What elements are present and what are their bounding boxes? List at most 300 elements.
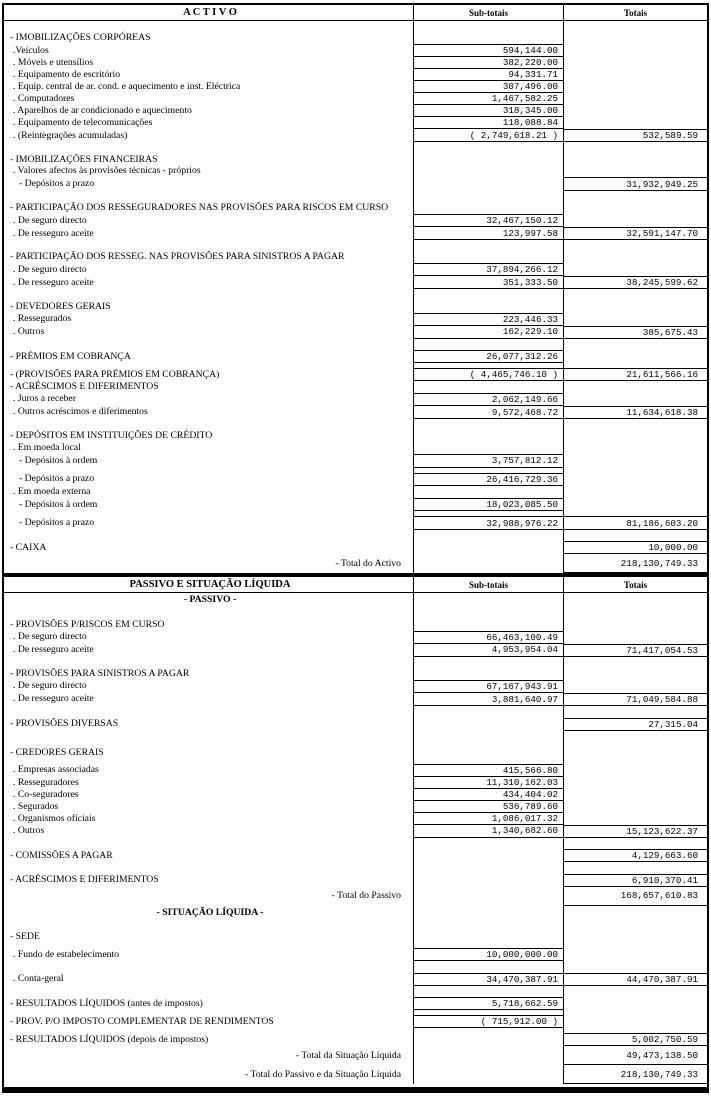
subtotal-value: 3,881,640.97 (491, 693, 558, 705)
subtotal-value: 223,446.33 (502, 313, 558, 325)
subtotal-value: 307,496.00 (502, 81, 558, 93)
table-row (4, 252, 707, 264)
row-label (4, 368, 413, 381)
row-label (4, 289, 413, 301)
row-label-text: - IMOBILIZAÇÕES CORPÓREAS (10, 32, 151, 44)
row-label (4, 191, 413, 203)
subtotal-cell (413, 920, 563, 932)
subtotal-cell (413, 21, 563, 33)
row-label (4, 473, 413, 487)
row-label-text: - Total do Passivo (331, 890, 401, 902)
row-label (4, 530, 413, 542)
total-cell (563, 263, 707, 276)
row-label-text: - Total do Passivo e da Situação Líquida (245, 1068, 401, 1080)
total-cell (563, 154, 707, 166)
table-row (4, 154, 707, 166)
total-cell (563, 906, 707, 920)
total-cell (563, 541, 707, 554)
subtotal-cell (413, 105, 563, 117)
total-cell (563, 1015, 707, 1028)
total-cell (563, 789, 707, 801)
table-row (4, 973, 707, 986)
spacer-row (4, 142, 707, 154)
row-label-text: - CREDORES GERAIS (10, 746, 104, 758)
total-cell (563, 530, 707, 542)
table-row (4, 813, 707, 825)
total-cell (563, 129, 707, 142)
total-cell (563, 142, 707, 154)
total-cell (563, 718, 707, 731)
subtotal-cell (413, 530, 563, 542)
spacer-row (4, 240, 707, 252)
row-label (4, 593, 413, 607)
row-label-text: . De seguro directo (13, 680, 87, 692)
total-cell (563, 825, 707, 838)
row-label-text: . De resseguro aceite (13, 227, 94, 239)
table-row (4, 906, 707, 920)
subtotal-cell (413, 368, 563, 381)
total-value: 21,611,566.16 (626, 369, 698, 381)
row-label (4, 516, 413, 530)
subtotal-cell (413, 849, 563, 862)
total-cell (563, 693, 707, 706)
row-label (4, 406, 413, 419)
row-label-text: . Em moeda externa (13, 485, 91, 497)
row-label (4, 657, 413, 669)
subtotal-cell (413, 473, 563, 487)
subtotal-cell (413, 69, 563, 81)
subtotal-cell (413, 263, 563, 276)
subtotal-cell (413, 129, 563, 142)
subtotal-value: 34,470,387.91 (486, 973, 558, 985)
table-row (4, 874, 707, 887)
row-label (4, 129, 413, 142)
row-label (4, 1015, 413, 1028)
row-label-text: . De resseguro aceite (13, 644, 94, 656)
subtotal-cell (413, 657, 563, 669)
spacer-row (4, 289, 707, 301)
total-cell (563, 350, 707, 363)
row-label (4, 276, 413, 289)
row-label-text: . Outros (13, 326, 45, 338)
subtotal-cell (413, 93, 563, 105)
table-row (4, 801, 707, 813)
table-row (4, 498, 707, 512)
subtotal-cell (413, 516, 563, 530)
row-label (4, 1033, 413, 1046)
total-cell (563, 862, 707, 874)
row-label (4, 393, 413, 406)
total-cell (563, 680, 707, 693)
totals-column-header: Totais (563, 5, 707, 20)
row-label (4, 313, 413, 326)
total-cell (563, 117, 707, 129)
row-label-text: - ACRÉSCIMOS E DIFERIMENTOS (10, 874, 159, 886)
table-row (4, 593, 707, 607)
subtotal-value: 318,345.00 (502, 105, 558, 117)
table-row (4, 680, 707, 693)
subtotal-cell (413, 214, 563, 227)
subtotal-cell (413, 454, 563, 468)
row-label (4, 21, 413, 33)
row-label-text: - DEVEDORES GERAIS (10, 300, 111, 312)
table-row (4, 69, 707, 81)
row-label-text: . (Reintegrações acumuladas) (13, 129, 128, 141)
row-label-text: - Depósitos a prazo (19, 517, 95, 529)
subtotal-cell (413, 838, 563, 850)
subtotal-cell (413, 973, 563, 986)
row-label-text: . Equipamento de escritório (13, 69, 121, 81)
subtotal-value: 32,467,150.12 (486, 215, 558, 227)
section-activo (4, 5, 707, 573)
subtotal-cell (413, 381, 563, 393)
table-row (4, 516, 707, 530)
row-label (4, 33, 413, 45)
table-row (4, 442, 707, 454)
total-cell (563, 191, 707, 203)
row-label-text: . Juros a receber (13, 393, 76, 405)
table-row (4, 541, 707, 554)
subtotal-cell (413, 631, 563, 644)
subtotal-value: 9,572,468.72 (491, 406, 558, 418)
total-cell (563, 874, 707, 887)
total-cell (563, 973, 707, 986)
total-cell (563, 240, 707, 252)
spacer-row (4, 731, 707, 743)
subtotal-value: 382,220.00 (502, 57, 558, 69)
total-cell (563, 486, 707, 498)
row-label (4, 680, 413, 693)
row-label-text: . Organismos oficiais (13, 812, 96, 824)
row-label (4, 986, 413, 998)
row-label-text: . De resseguro aceite (13, 693, 94, 705)
row-label (4, 431, 413, 443)
total-cell (563, 498, 707, 512)
row-label (4, 825, 413, 838)
row-label (4, 381, 413, 393)
total-value: 44,470,387.91 (626, 973, 698, 985)
row-label (4, 747, 413, 759)
subtotal-value: 434,404.02 (502, 788, 558, 800)
total-cell (563, 1065, 707, 1084)
subtotal-cell (413, 498, 563, 512)
total-cell (563, 593, 707, 607)
row-label (4, 777, 413, 789)
row-label-text: - PASSIVO - (183, 594, 237, 606)
subtotal-cell (413, 607, 563, 619)
table-row (4, 554, 707, 573)
subtotal-value: 94,331.71 (508, 69, 558, 81)
subtotal-cell (413, 731, 563, 743)
subtotal-cell (413, 777, 563, 789)
total-cell (563, 313, 707, 326)
table-row (4, 764, 707, 777)
subtotal-value: ( 4,465,746.10 ) (469, 369, 558, 381)
total-cell (563, 454, 707, 468)
row-label (4, 607, 413, 619)
subtotal-cell (413, 825, 563, 838)
row-label (4, 454, 413, 468)
section-title: PASSIVO E SITUAÇÃO LÍQUIDA (129, 579, 291, 591)
spacer-row (4, 339, 707, 351)
total-cell (563, 668, 707, 680)
row-label-text: - SEDE (10, 931, 40, 943)
subtotal-cell (413, 680, 563, 693)
row-label-text: - Depósitos à ordem (19, 498, 98, 510)
row-label-text: - PARTICIPAÇÃO DOS RESSEG. NAS PROVISÕES PARA SINISTROS A PAGAR (10, 251, 345, 263)
table-row (4, 263, 707, 276)
total-value: 38,245,599.62 (626, 277, 698, 289)
row-label-text: . De resseguro aceite (13, 276, 94, 288)
subtotal-value: 10,000,000.00 (486, 949, 558, 961)
subtotal-cell (413, 862, 563, 874)
total-cell (563, 657, 707, 669)
table-row (4, 454, 707, 468)
row-label-text: . De seguro directo (13, 263, 87, 275)
total-value: 27,315.04 (648, 718, 698, 730)
row-label-text: - DEPÓSITOS EM INSTITUIÇÕES DE CRÉDITO (10, 430, 213, 442)
row-label (4, 202, 413, 214)
table-row (4, 202, 707, 214)
row-label (4, 214, 413, 227)
total-value: 4,129,663.60 (631, 850, 698, 862)
spacer-row (4, 920, 707, 932)
row-label (4, 631, 413, 644)
row-label-text: . Valores afectos às provisões técnicas - próprios (13, 165, 201, 177)
subtotal-cell (413, 227, 563, 240)
subtotal-cell (413, 813, 563, 825)
row-label-text: - SITUAÇÃO LÍQUIDA - (156, 906, 264, 918)
row-label-text: . Fundo de estabelecimento (13, 948, 119, 960)
table-row (4, 431, 707, 443)
total-value: 11,634,618.38 (626, 407, 698, 419)
total-cell (563, 997, 707, 1010)
total-cell (563, 931, 707, 943)
subtotal-cell (413, 644, 563, 657)
total-value: 71,417,054.53 (626, 644, 698, 656)
total-cell (563, 326, 707, 339)
table-row (4, 825, 707, 838)
spacer-row (4, 419, 707, 431)
subtotal-cell (413, 593, 563, 607)
row-label (4, 442, 413, 454)
total-cell (563, 849, 707, 862)
row-label (4, 948, 413, 961)
row-label (4, 862, 413, 874)
row-label (4, 263, 413, 276)
row-label (4, 764, 413, 777)
row-label (4, 142, 413, 154)
row-label-text: . Co-seguradores (13, 788, 79, 800)
subtotal-cell (413, 154, 563, 166)
subtotal-value: 118,088.84 (502, 117, 558, 129)
total-cell (563, 368, 707, 381)
subtotal-cell (413, 191, 563, 203)
subtotal-cell (413, 997, 563, 1010)
total-cell (563, 731, 707, 743)
total-cell (563, 607, 707, 619)
row-label (4, 486, 413, 498)
table-row (4, 368, 707, 381)
subtotal-value: 351,333.50 (502, 276, 558, 288)
total-cell (563, 33, 707, 45)
total-cell (563, 105, 707, 117)
table-row (4, 718, 707, 731)
spacer-row (4, 21, 707, 33)
total-cell (563, 442, 707, 454)
table-row (4, 1065, 707, 1084)
row-label-text: - PROV. P/O IMPOSTO COMPLEMENTAR DE RENDIMENTOS (10, 1015, 274, 1027)
subtotal-value: 594,144.00 (502, 45, 558, 57)
total-cell (563, 838, 707, 850)
row-label-text: - PROVISÕES DIVERSAS (10, 717, 119, 729)
subtotal-cell (413, 339, 563, 351)
row-label (4, 350, 413, 363)
total-value: 15,123,622.37 (626, 825, 698, 837)
subtotal-value: 3,757,812.12 (491, 455, 558, 467)
subtotal-cell (413, 1065, 563, 1084)
subtotal-cell (413, 747, 563, 759)
subtotal-cell (413, 887, 563, 906)
row-label-text: . Móveis e utensílios (13, 57, 94, 69)
row-label (4, 887, 413, 906)
subtotal-cell (413, 142, 563, 154)
row-label (4, 961, 413, 973)
row-label (4, 706, 413, 718)
subtotal-cell (413, 619, 563, 631)
row-label (4, 326, 413, 339)
total-cell (563, 69, 707, 81)
row-label-text: . Conta-geral (13, 973, 64, 985)
row-label (4, 498, 413, 512)
total-cell (563, 227, 707, 240)
subtotals-column-header: Sub-totais (413, 577, 563, 592)
total-value: 218,130,749.33 (620, 1068, 698, 1080)
table-row (4, 406, 707, 419)
subtotal-value: ( 2,749,618.21 ) (469, 129, 558, 141)
total-cell (563, 747, 707, 759)
row-label (4, 838, 413, 850)
section-rows-passivo (4, 593, 707, 1084)
table-row (4, 381, 707, 393)
subtotal-cell (413, 1015, 563, 1028)
row-label (4, 1046, 413, 1065)
total-cell (563, 473, 707, 487)
total-value: 32,591,147.70 (626, 228, 698, 240)
table-row (4, 276, 707, 289)
subtotal-cell (413, 326, 563, 339)
total-value: 10,000.00 (648, 542, 698, 554)
spacer-row (4, 838, 707, 850)
subtotal-cell (413, 57, 563, 69)
row-label-text: - PARTICIPAÇÃO DOS RESSEGURADORES NAS PROVISÕES PARA RISCOS EM CURSO (10, 202, 389, 214)
row-label (4, 240, 413, 252)
row-label (4, 105, 413, 117)
spacer-row (4, 706, 707, 718)
table-row (4, 33, 707, 45)
total-cell (563, 301, 707, 313)
total-value: 49,473,138.50 (626, 1049, 698, 1061)
row-label (4, 81, 413, 93)
total-value: 31,932,949.25 (626, 178, 698, 190)
table-row (4, 644, 707, 657)
total-cell (563, 81, 707, 93)
table-row (4, 105, 707, 117)
row-label (4, 997, 413, 1010)
total-cell (563, 887, 707, 906)
row-label-text: . Outros acréscimos e diferimentos (13, 406, 148, 418)
subtotal-value: 1,467,582.25 (491, 93, 558, 105)
subtotal-cell (413, 764, 563, 777)
subtotal-value: ( 715,912.00 ) (480, 1016, 558, 1028)
subtotal-value: 415,566.80 (502, 764, 558, 776)
row-label (4, 166, 413, 178)
section-header-passivo (4, 577, 707, 593)
subtotal-value: 32,988,976.22 (486, 517, 558, 529)
subtotal-cell (413, 166, 563, 178)
table-row (4, 44, 707, 57)
row-label-text: - Depósitos à ordem (19, 454, 98, 466)
total-cell (563, 44, 707, 57)
subtotal-value: 1,340,682.60 (491, 825, 558, 837)
table-row (4, 93, 707, 105)
row-label-text: - CAIXA (10, 541, 47, 553)
subtotal-value: 66,463,100.49 (486, 631, 558, 643)
subtotal-cell (413, 240, 563, 252)
table-row (4, 350, 707, 363)
subtotal-cell (413, 801, 563, 813)
subtotal-cell (413, 431, 563, 443)
table-row (4, 747, 707, 759)
row-label (4, 93, 413, 105)
row-label-text: . Empresas associadas (13, 764, 99, 776)
row-label-text: - RESULTADOS LÍQUIDOS (depois de impostos) (10, 1033, 209, 1045)
subtotal-cell (413, 33, 563, 45)
table-row (4, 177, 707, 191)
subtotal-cell (413, 789, 563, 801)
row-label (4, 117, 413, 129)
table-row (4, 301, 707, 313)
row-label-text: - Total do Activo (335, 557, 401, 569)
subtotal-cell (413, 177, 563, 191)
total-cell (563, 431, 707, 443)
total-value: 71,049,584.88 (626, 694, 698, 706)
row-label-text: - PRÉMIOS EM COBRANÇA (10, 350, 131, 362)
total-cell (563, 289, 707, 301)
row-label (4, 44, 413, 57)
table-row (4, 166, 707, 178)
table-row (4, 393, 707, 406)
table-row (4, 693, 707, 706)
subtotal-cell (413, 541, 563, 554)
table-row (4, 486, 707, 498)
row-label (4, 419, 413, 431)
subtotal-cell (413, 252, 563, 264)
spacer-row (4, 862, 707, 874)
spacer-row (4, 607, 707, 619)
total-cell (563, 801, 707, 813)
row-label (4, 668, 413, 680)
subtotal-value: 26,416,729.36 (486, 473, 558, 485)
subtotal-value: 2,062,149.66 (491, 394, 558, 406)
subtotal-cell (413, 81, 563, 93)
total-cell (563, 554, 707, 573)
row-label-text: . Equipamento de telecomunicações (13, 117, 153, 129)
row-label (4, 619, 413, 631)
row-label (4, 541, 413, 554)
row-label (4, 57, 413, 69)
row-label-text: - IMOBILIZAÇÕES FINANCEIRAS (10, 153, 158, 165)
